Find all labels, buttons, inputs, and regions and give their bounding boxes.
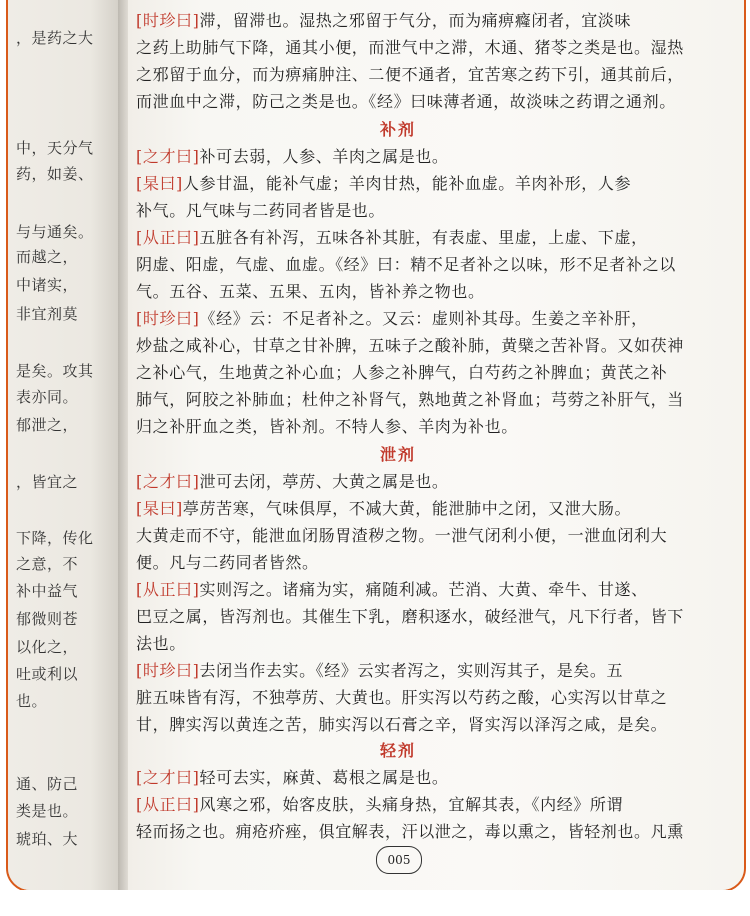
- text-line: 归之补肝血之类，皆补剂。不特人参、羊肉为补也。: [136, 417, 518, 436]
- text-line: 便。凡与二药同者皆然。: [136, 553, 319, 572]
- left-page-line: ，是药之大: [16, 29, 94, 47]
- text-line: 肺气，阿胶之补肺血；杜仲之补肾气，熟地黄之补肾血；芎䓖之补肝气，当: [136, 390, 684, 409]
- citation-tag: [从正曰]: [136, 795, 200, 814]
- left-page-line: 类是也。: [16, 802, 79, 820]
- text-line: [时珍曰]去闭当作去实。《经》云实者泻之，实则泻其子，是矣。五: [136, 661, 624, 680]
- text-line: 脏五味皆有泻，不独葶苈、大黄也。肝实泻以芍药之酸，心实泻以甘草之: [136, 688, 668, 707]
- citation-tag: [从正曰]: [136, 580, 200, 599]
- left-page-line: 之意，不: [16, 555, 79, 573]
- citation-tag: [时珍曰]: [136, 661, 200, 680]
- left-page-line: 表亦同。: [16, 388, 79, 406]
- text-line: 大黄走而不守，能泄血闭肠胃渣秽之物。一泄气闭利小便，一泄血闭利大: [136, 526, 668, 545]
- left-page-line: 也。: [16, 692, 48, 710]
- text-line: 补气。凡气味与二药同者皆是也。: [136, 201, 386, 220]
- citation-tag: [之才曰]: [136, 147, 200, 166]
- text-line: 甘，脾实泻以黄连之苦，肺实泻以石膏之辛，肾实泻以泽泻之咸，是矣。: [136, 715, 668, 734]
- text-line: 轻而扬之也。痈疮疥痤，俱宜解表，汗以泄之，毒以熏之，皆轻剂也。凡熏: [136, 822, 684, 841]
- left-page-line: 郁微则苍: [16, 610, 79, 628]
- left-page-line: 是矣。攻其: [16, 362, 94, 380]
- text-line: [之才曰]轻可去实，麻黄、葛根之属是也。: [136, 768, 449, 787]
- left-page-line: 通、防己: [16, 775, 79, 793]
- left-page-line: 中诸实，: [16, 276, 79, 294]
- text-line: 法也。: [136, 634, 186, 653]
- citation-tag: [时珍曰]: [136, 11, 200, 30]
- right-page: [128, 0, 744, 890]
- citation-tag: [时珍曰]: [136, 309, 200, 328]
- book-spread: [6, 0, 746, 892]
- text-line: 之补心气，生地黄之补心血；人参之补脾气，白芍药之补脾血；黄芪之补: [136, 363, 668, 382]
- left-page-line: 吐或利以: [16, 665, 79, 683]
- left-page-line: 以化之，: [16, 638, 79, 656]
- left-page-line: 郁泄之，: [16, 416, 79, 434]
- text-line: 而泄血中之滞，防己之类是也。《经》曰味薄者通，故淡味之药谓之通剂。: [136, 92, 676, 111]
- page-number: 005: [376, 846, 422, 874]
- text-line: [从正曰]五脏各有补泻，五味各补其脏，有表虚、里虚，上虚、下虚，: [136, 228, 648, 247]
- text-line: 炒盐之咸补心，甘草之甘补脾，五味子之酸补肺，黄檗之苦补肾。又如茯神: [136, 336, 684, 355]
- text-line: [从正曰]实则泻之。诸痛为实，痛随利减。芒消、大黄、牵牛、甘遂、: [136, 580, 648, 599]
- left-page-line: 非宜剂莫: [16, 305, 79, 323]
- bottom-margin: [0, 890, 750, 916]
- section-heading: 泄剂: [379, 445, 416, 464]
- left-page-line: 而越之，: [16, 248, 79, 266]
- text-line: [杲曰]葶苈苦寒，气味俱厚，不减大黄，能泄肺中之闭，又泄大肠。: [136, 499, 632, 518]
- text-line: 气。五谷、五菜、五果、五肉，皆补养之物也。: [136, 282, 485, 301]
- text-line: [时珍曰]《经》云：不足者补之。又云：虚则补其母。生姜之辛补肝，: [136, 309, 648, 328]
- text-line: 阴虚、阳虚，气虚、血虚。《经》曰：精不足者补之以味，形不足者补之以: [136, 255, 676, 274]
- text-line: 之邪留于血分，而为痹痛肿注、二便不通者，宜苦寒之药下引，通其前后，: [136, 65, 684, 84]
- citation-tag: [之才曰]: [136, 472, 200, 491]
- citation-tag: [从正曰]: [136, 228, 200, 247]
- text-line: [之才曰]泄可去闭，葶苈、大黄之属是也。: [136, 472, 449, 491]
- citation-tag: [杲曰]: [136, 174, 183, 193]
- left-page-line: 药，如姜、: [16, 165, 94, 183]
- left-page: [8, 0, 126, 890]
- section-heading: 补剂: [379, 120, 416, 139]
- left-page-line: 下降，传化: [16, 529, 94, 547]
- text-line: [之才曰]补可去弱，人参、羊肉之属是也。: [136, 147, 449, 166]
- left-page-line: ，皆宜之: [16, 473, 79, 491]
- text-line: [从正曰]风寒之邪，始客皮肤，头痛身热，宜解其表，《内经》所谓: [136, 795, 624, 814]
- text-line: 巴豆之属，皆泻剂也。其催生下乳，磨积逐水，破经泄气，凡下行者，皆下: [136, 607, 684, 626]
- text-line: [时珍曰]滞，留滞也。湿热之邪留于气分，而为痛痹癃闭者，宜淡味: [136, 11, 632, 30]
- left-page-line: 中，天分气: [16, 139, 94, 157]
- text-line: 之药上助肺气下降，通其小便，而泄气中之滞，木通、猪苓之类是也。湿热: [136, 38, 684, 57]
- left-page-line: 琥珀、大: [16, 830, 79, 848]
- citation-tag: [之才曰]: [136, 768, 200, 787]
- left-page-line: 与与通矣。: [16, 223, 94, 241]
- left-page-line: 补中益气: [16, 582, 79, 600]
- text-line: [杲曰]人参甘温，能补气虚；羊肉甘热，能补血虚。羊肉补形，人参: [136, 174, 632, 193]
- citation-tag: [杲曰]: [136, 499, 183, 518]
- section-heading: 轻剂: [379, 741, 416, 760]
